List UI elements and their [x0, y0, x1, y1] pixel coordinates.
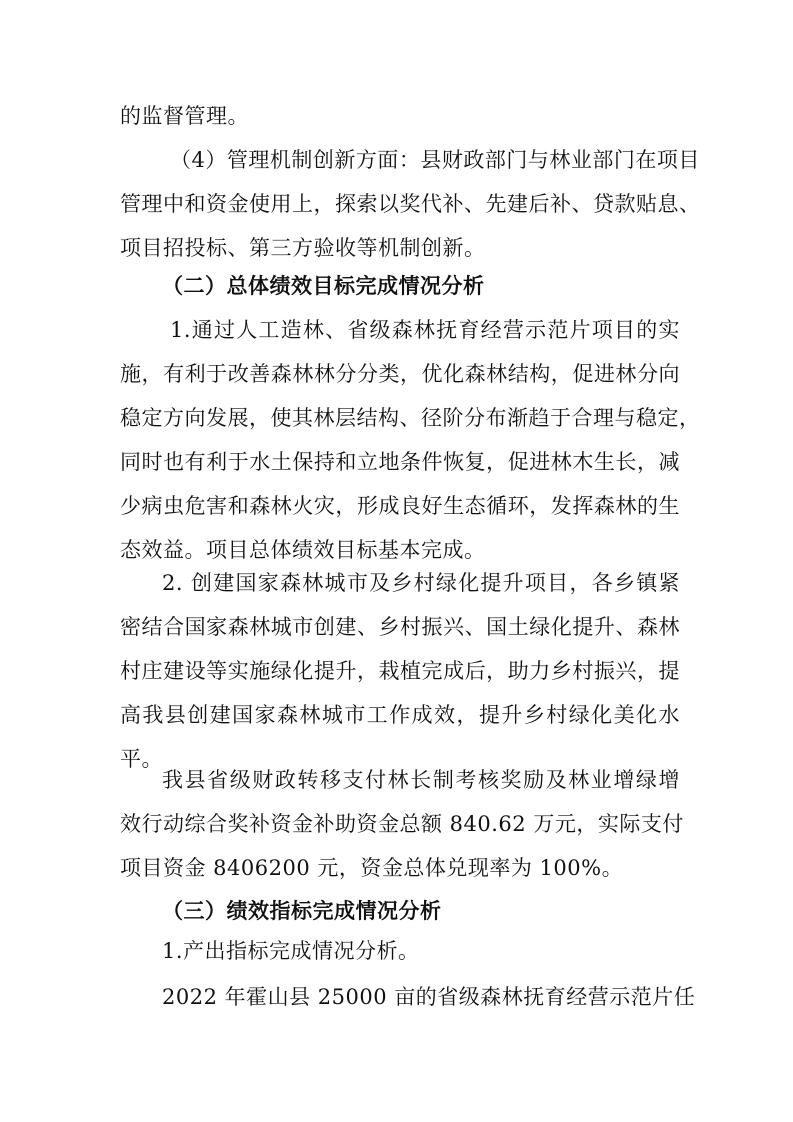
- text-line: 项目资金 8406200 元，资金总体兑现率为 100%。: [120, 856, 624, 880]
- text-line: 项目招投标、第三方验收等机制创新。: [120, 236, 486, 260]
- text-line: 1.通过人工造林、省级森林抚育经营示范片项目的实: [170, 318, 680, 342]
- section-heading-2: （二）总体绩效目标完成情况分析: [162, 274, 485, 298]
- text-line: 1.产出指标完成情况分析。: [162, 939, 420, 963]
- text-line: 同时也有利于水土保持和立地条件恢复，促进林木生长，减: [120, 450, 680, 474]
- text-line: 的监督管理。: [120, 104, 249, 128]
- text-line: 我县省级财政转移支付林长制考核奖励及林业增绿增: [162, 768, 680, 792]
- text-line: 管理中和资金使用上，探索以奖代补、先建后补、贷款贴息、: [120, 192, 701, 216]
- text-line: 态效益。项目总体绩效目标基本完成。: [120, 538, 486, 562]
- text-line: （4）管理机制创新方面：县财政部门与林业部门在项目: [170, 148, 700, 172]
- text-line: 高我县创建国家森林城市工作成效，提升乡村绿化美化水: [120, 703, 680, 727]
- text-line: 2. 创建国家森林城市及乡村绿化提升项目，各乡镇紧: [162, 571, 680, 595]
- text-line: 村庄建设等实施绿化提升，栽植完成后，助力乡村振兴，提: [120, 659, 680, 683]
- text-line: 少病虫危害和森林火灾，形成良好生态循环，发挥森林的生: [120, 494, 680, 518]
- text-line: 平。: [120, 747, 163, 771]
- text-line: 2022 年霍山县 25000 亩的省级森林抚育经营示范片任: [162, 985, 696, 1009]
- section-heading-3: （三）绩效指标完成情况分析: [162, 899, 442, 923]
- text-line: 效行动综合奖补资金补助资金总额 840.62 万元，实际支付: [120, 812, 684, 836]
- text-line: 密结合国家森林城市创建、乡村振兴、国土绿化提升、森林: [120, 615, 680, 639]
- text-line: 施，有利于改善森林林分分类，优化森林结构，促进林分向: [120, 362, 680, 386]
- text-line: 稳定方向发展，使其林层结构、径阶分布渐趋于合理与稳定，: [120, 406, 701, 430]
